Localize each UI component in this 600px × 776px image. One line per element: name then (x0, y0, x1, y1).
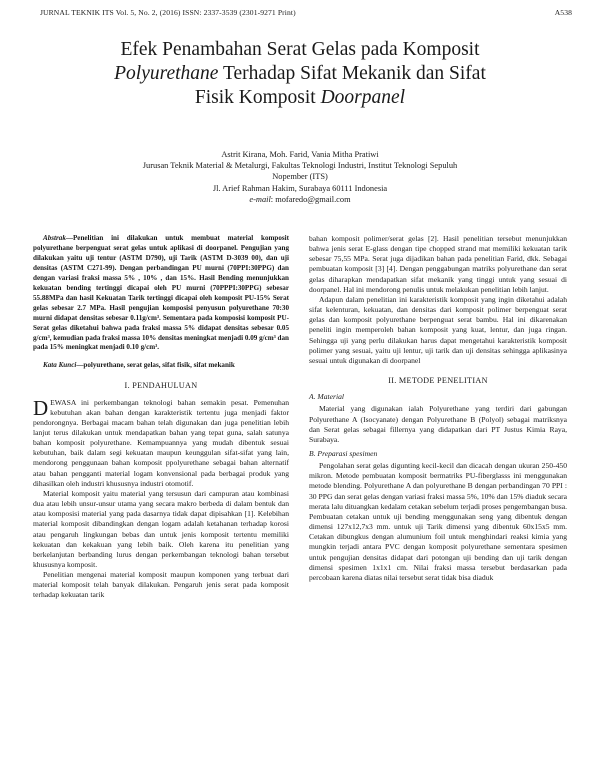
keywords-text: —polyurethane, serat gelas, sifat fisik, sifat mekanik (76, 361, 235, 370)
left-column (33, 234, 289, 601)
material-paragraph: Material yang digunakan ialah Polyurethane yang terdiri dari gabungan Polyurethane A (Isocyanate) dengan Polyurethane B (Polyol) sebagai matriksnya dan Serat gelas sebagai fillernya yang didapatkan dari PT Justus Kimia Raya, Surabaya. (309, 404, 567, 444)
subsection-heading-material: A. Material (309, 392, 345, 402)
intro-paragraph-5: Adapun dalam penelitian ini karakteristik komposit yang ingin diketahui adalah sifat kelenturan, kekuatan, dan densitas dari komposit polimer berpenguat serat gelas dan komposit polyurethane berpenguat serat bambu. Hal ini dikarenakan peneliti ingin memperoleh bahan komposit yang kuat, lentur, dan juga ringan. Sehingga uji yang perlu dilakukan harus dapat mengetahui karakteristik komposit polimer yang sesuai, yaitu uji lentur, uji tarik dan uji densitas sehingga aplikasinya sesuai untuk digunakan di doorpanel (309, 294, 567, 365)
intro-paragraph-3: Penelitian mengenai material komposit maupun komponen yang terbuat dari material komposit telah banyak dilakukan. Pengaruh jenis serat pada komposit terhadap kekuatan tarik (33, 570, 289, 600)
intro-paragraph-2: Material komposit yaitu material yang tersusun dari campuran atau kombinasi dua atau lebih unsur-unsur utama yang secara makro berbeda di dalam bentuk dan atau komposisi material yang pada dasarnya tidak dapat dipisahkan [1]. Kelebihan material komposit dibandingkan dengan logam adalah ketahanan terhadap korosi atau pengaruh lingkungan bebas dan untuk jenis komposit tertentu memiliki kekuatan dan kekakuan yang lebih baik. Oleh karena itu penelitian yang berkelanjutan berbanding lurus dengan perkembangan teknologi bahan tersebut khususnya komposit. (33, 488, 289, 569)
keywords-label: Kata Kunci (43, 361, 77, 370)
page-number: A538 (554, 8, 572, 17)
title-line-3-pre: Fisik Komposit (194, 87, 321, 108)
section-heading-introduction: I. PENDAHULUAN (124, 381, 198, 391)
title-line-2-rest: Terhadap Sifat Mekanik dan Sifat (218, 63, 486, 84)
paper-title (30, 38, 570, 110)
title-line-3 (30, 86, 570, 110)
author-names: Astrit Kirana, Moh. Farid, Vania Mitha Pratiwi (221, 150, 379, 159)
abstract (33, 234, 289, 353)
intro-paragraph-1-text: EWASA ini perkembangan teknologi bahan semakin pesat. Pemenuhan kebutuhan akan bahan dengan karakteristik tertentu juga menjadi faktor pendorongnya. Berbagai macam bahan telah digunakan dan juga penelitian lebih lanjut terus dilakukan untuk mendapatkan bahan yang tepat guna, salah satunya bahan komposit polyurethane. Kemampuannya yang mudah dibentuk sesuai kebutuhan, baik dalam segi kekuatan maupun keunggulan sifat-sifat yang lain, mendorong penggunaan bahan komposit ppolyurethane sebagai bahan alternatif atau bahan pengganti material logam konvensional pada berbagai produk yang dihasilkan oleh industri khususnya industri otomotif. (33, 397, 289, 488)
drop-cap: D (33, 395, 49, 420)
title-italic-polyurethane: Polyurethane (114, 63, 219, 84)
title-line-1: Efek Penambahan Serat Gelas pada Komposit (120, 39, 480, 60)
title-line-2 (30, 62, 570, 86)
title-italic-doorpanel: Doorpanel (320, 87, 406, 108)
right-column (309, 234, 567, 583)
author-block (60, 149, 540, 205)
abstract-text: —Penelitian ini dilakukan untuk membuat material komposit polyurethane berpenguat serat gelas untuk aplikasi di doorpanel. Pengujian yang dilakukan yaitu uji tentur (ASTM D790), uji Tarik (ASTM D-3039 00), dan uji densitas (ASTM C271-99). Dengan perbandingan PU murni (70PPI:30PPG) dan dengan variasi fraksi massa 5% , 10% , dan 15%. Hasil Bending menunjukkan kekuatan bending tertinggi dicapai oleh PU murni (70PPPI:30PPG) sebesar 55.88MPa dan hasil Kekuatan Tarik tertinggi dicapai oleh komposit PU-15% Serat gelas sebesar 2.7 MPa. Hasil pengujian komposisi penyusun polyurethane 70:30 murni didapat densitas sebesar 0.11g/cm³. Sementara pada komposisi komposit PU-Serat gelas diketahui bahwa pada fraksi massa 5% didapat densitas sebesar 0.05 g/cm³, kemudian pada fraksi massa 10% densitas meningkat menjadi 0.09 g/cm³ dan pada 15% meningkat menjadi 0.10 g/cm³. (33, 234, 289, 352)
email-label: e-mail (249, 194, 271, 204)
address: Jl. Arief Rahman Hakim, Surabaya 60111 Indonesia (212, 183, 388, 193)
intro-paragraph-1 (33, 395, 289, 489)
abstract-label: Abstrak (43, 234, 66, 242)
keywords (33, 361, 289, 371)
intro-paragraph-4: bahan komposit polimer/serat gelas [2]. Hasil penelitian tersebut menunjukkan bahwa jenis serat E-glass dengan tipe chopped strand mat memiliki kekuatan tarik sebesar 75,55 MPa. Serat juga dijadikan bahan pada penelitian Farid, dkk. Sebagai pembuatan komposit [3] [4]. Dengan penggabungan matriks polyurethane dan serat gelas diharapkan mendapatkan sifat mekanik yang tinggi untuk yang sesuai di doorpanel. Hal ini mendorong penulis untuk melakukan penelitian lebih lanjut. (309, 234, 567, 294)
affiliation-line-1: Jurusan Teknik Material & Metalurgi, Fakultas Teknologi Industri, Institut Teknologi Sepuluh (142, 161, 458, 171)
affiliation-line-2: Nopember (ITS) (272, 172, 328, 182)
section-heading-methods: II. METODE PENELITIAN (388, 376, 488, 386)
journal-info: JURNAL TEKNIK ITS Vol. 5, No. 2, (2016) ISSN: 2337-3539 (2301-9271 Print) (40, 8, 296, 17)
email-address: : mofaredo@gmail.com (270, 194, 351, 204)
subsection-heading-specimen: B. Preparasi spesimen (309, 448, 378, 458)
email-line (60, 194, 540, 205)
specimen-paragraph: Pengolahan serat gelas digunting kecil-kecil dan dicacah dengan ukuran 250-450 mikron. Metode pembuatan komposit bermatriks PU-fiberglasss ini menggunakan metode blending. Polyurethane A dan polyurethane B dengan perbandingan 70 PPI : 30 PPG dan serat gelas dengan variasi fraksi massa 5%, 10% dan 15% diaduk secara merata lalu dituangkan kedalam cetakan sebelum terjadi proses pengembangan busa. Pembuatan cetakan untuk uji bending menggunakan seng yang dibentuk dengan dimensi 127x12,7x3 mm. untuk uji Tarik dimensi yang dibentuk 60x15x5 mm. Cetakan dibungkus dengan alumunium foil untuk menghindari reaksi kimia yang mungkin terjadi antara PVC dengan komposit polyurethane sementara spesimen untuk pengujian densitas didapat dari potongan uji bending dan uji tarik dengan dimensi spesimen 1x1x1 cm. Nilai fraksi massa tersebut berdasarkan pada percobaan karena diatas nilai tersebut serat tidak bisa diaduk (309, 461, 567, 582)
